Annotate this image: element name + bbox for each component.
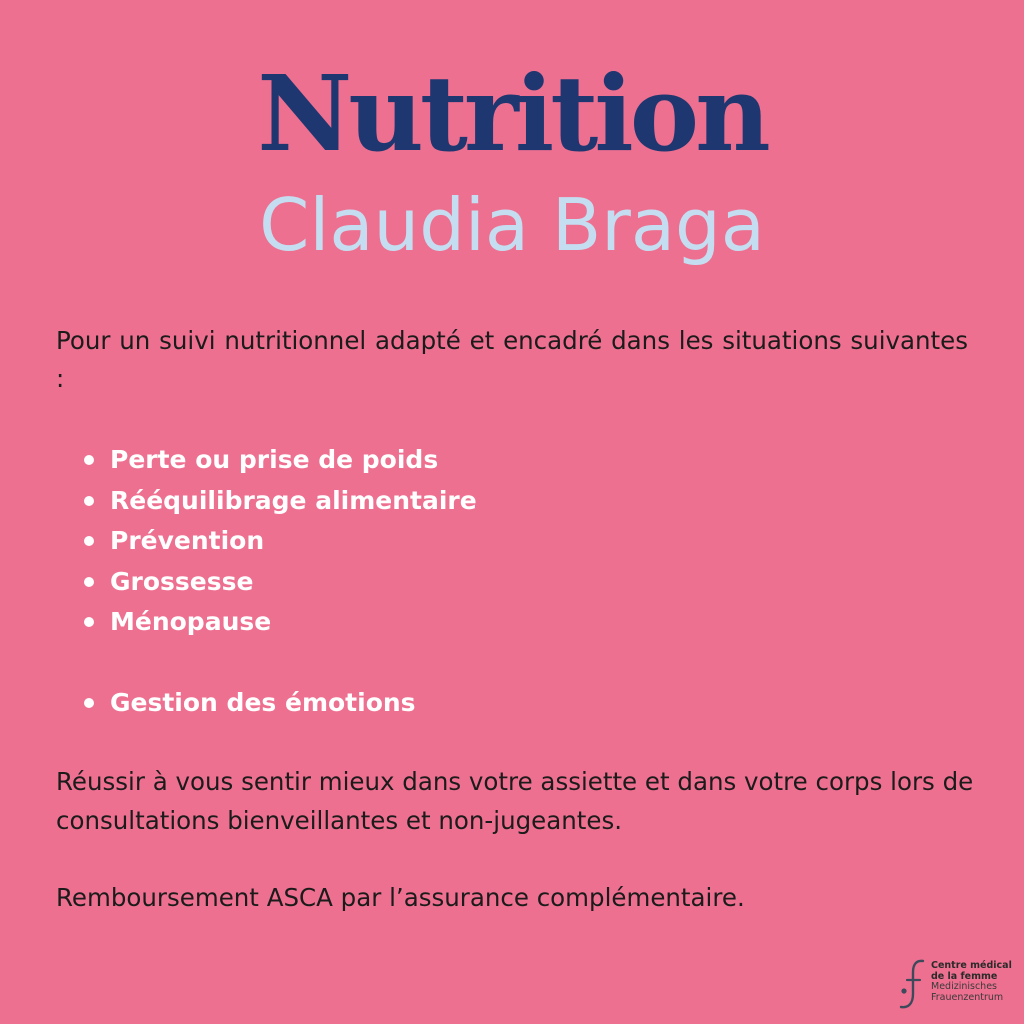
logo-line: Centre médical (931, 960, 1012, 971)
stylized-f-logo-icon (896, 958, 928, 1010)
list-item (80, 521, 477, 562)
bullet-dot-icon (84, 698, 94, 708)
logo-line: Frauenzentrum (931, 991, 1004, 1003)
list-item (80, 440, 477, 481)
bullet-dot-icon (84, 536, 94, 546)
clinic-logo-text (931, 961, 1012, 1003)
intro-text: Pour un suivi nutritionnel adapté et encadré dans les situations suivantes : (56, 326, 968, 393)
bullet-dot-icon (84, 455, 94, 465)
list-item (80, 481, 477, 522)
practitioner-name: Claudia Braga (259, 183, 765, 267)
clinic-logo (896, 958, 1014, 1010)
page-title: Nutrition (257, 52, 767, 175)
logo-line: de la femme (931, 970, 998, 982)
bullet-dot-icon (84, 577, 94, 587)
list-item (80, 602, 477, 643)
bullet-dot-icon (84, 617, 94, 627)
logo-line: Medizinisches (931, 981, 997, 992)
list-item-label: Rééquilibrage alimentaire (110, 485, 477, 515)
list-item-label: Gestion des émotions (110, 688, 416, 717)
list-item (80, 683, 477, 724)
bullet-dot-icon (84, 496, 94, 506)
list-item-label: Prévention (110, 526, 265, 555)
reimbursement-text: Remboursement ASCA par l’assurance complémentaire. (56, 883, 745, 912)
list-item (80, 562, 477, 603)
outro-text: Réussir à vous sentir mieux dans votre assiette et dans votre corps lors de consultations bienveillantes et non-jugeantes. (56, 767, 974, 835)
list-item-label: Perte ou prise de poids (110, 445, 439, 474)
list-item-label: Ménopause (110, 607, 272, 636)
services-list (80, 440, 477, 724)
list-item-label: Grossesse (110, 566, 254, 596)
